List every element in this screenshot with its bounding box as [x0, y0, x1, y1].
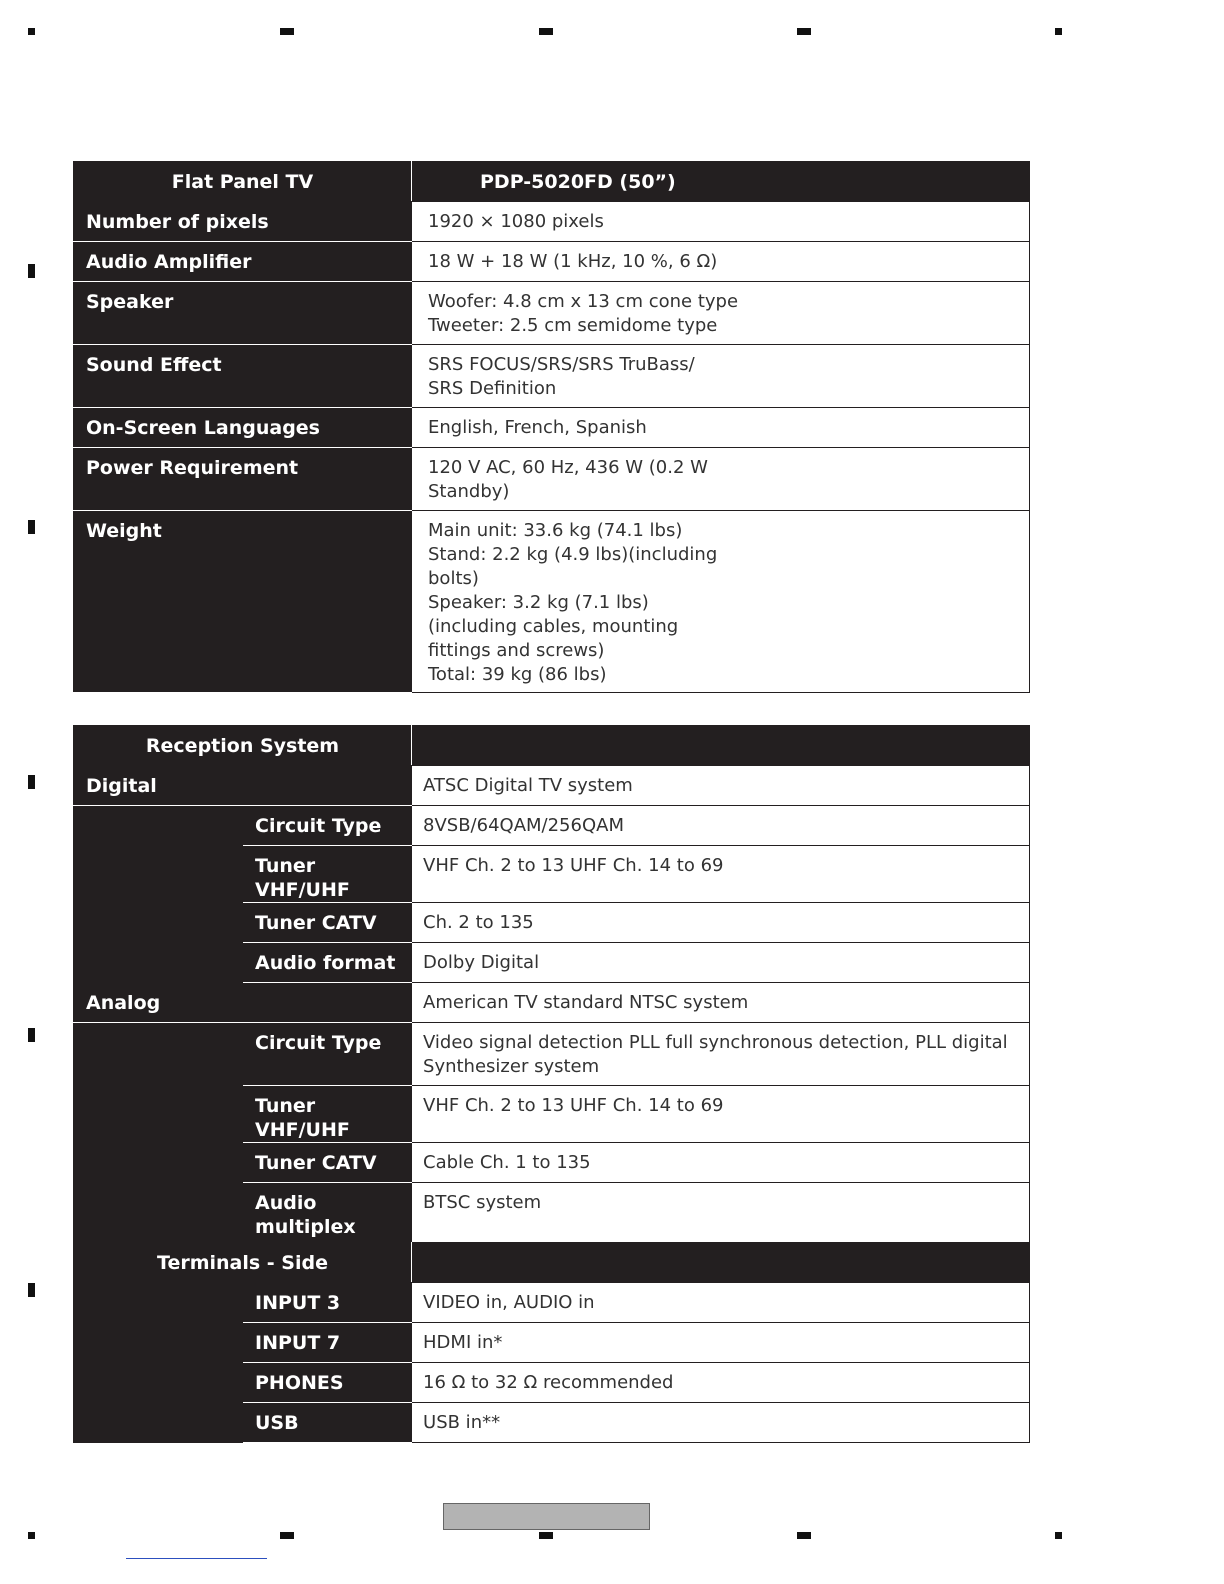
table-row [74, 1023, 1030, 1086]
header-label: Reception System [74, 726, 412, 766]
registration-mark [28, 1028, 35, 1042]
row-value: Cable Ch. 1 to 135 [412, 1143, 1030, 1183]
row-label: PHONES [243, 1363, 412, 1403]
registration-mark [1055, 1532, 1062, 1539]
row-label: Audio multiplex [243, 1183, 412, 1246]
registration-mark [797, 1532, 811, 1539]
table-row [74, 766, 1030, 806]
table-header-row [74, 726, 1030, 766]
row-label: INPUT 7 [243, 1323, 412, 1363]
row-value: 120 V AC, 60 Hz, 436 W (0.2 W Standby) [412, 448, 1030, 511]
row-label: Number of pixels [74, 202, 412, 242]
flat-panel-spec-table [73, 161, 1030, 693]
table-row [74, 806, 1030, 846]
row-value: Video signal detection PLL full synchronous detection, PLL digital Synthesizer system [412, 1023, 1030, 1086]
row-label: Speaker [74, 282, 412, 345]
table-row [74, 983, 1030, 1023]
page-number-box [443, 1503, 650, 1530]
row-value: 16 Ω to 32 Ω recommended [412, 1363, 1030, 1403]
row-value: Main unit: 33.6 kg (74.1 lbs) Stand: 2.2 kg (4.9 lbs)(including bolts) Speaker: 3.2 kg (7.1 lbs) (including cables, mounting fittings and screws) Total: 39 kg (86 lbs) [412, 511, 1030, 693]
row-label: Audio format [243, 943, 412, 983]
row-value: ATSC Digital TV system [412, 766, 1030, 806]
table-header-row [74, 1243, 1030, 1283]
header-label: Terminals - Side [74, 1243, 412, 1283]
row-value: VIDEO in, AUDIO in [412, 1283, 1030, 1323]
registration-mark [539, 28, 553, 35]
row-value: 1920 × 1080 pixels [412, 202, 1030, 242]
row-label: USB [243, 1403, 412, 1443]
row-value: BTSC system [412, 1183, 1030, 1246]
row-label: INPUT 3 [243, 1283, 412, 1323]
table-row [74, 202, 1030, 242]
row-value: Dolby Digital [412, 943, 1030, 983]
section-label-digital: Digital [74, 766, 412, 806]
row-value: HDMI in* [412, 1323, 1030, 1363]
row-value: Woofer: 4.8 cm x 13 cm cone type Tweeter: 2.5 cm semidome type [412, 282, 1030, 345]
row-label: On-Screen Languages [74, 408, 412, 448]
row-value: SRS FOCUS/SRS/SRS TruBass/ SRS Definition [412, 345, 1030, 408]
registration-mark [539, 1532, 553, 1539]
registration-mark [28, 520, 35, 534]
reception-system-table [73, 725, 1030, 1246]
blank-cell [74, 1023, 243, 1246]
registration-mark [28, 1532, 35, 1539]
registration-mark [28, 775, 35, 789]
row-label: Sound Effect [74, 345, 412, 408]
row-value: Ch. 2 to 135 [412, 903, 1030, 943]
registration-mark [797, 28, 811, 35]
table-row [74, 1283, 1030, 1323]
table-row [74, 408, 1030, 448]
table-row [74, 448, 1030, 511]
header-value-empty [412, 726, 1030, 766]
row-value: VHF Ch. 2 to 13 UHF Ch. 14 to 69 [412, 1086, 1030, 1143]
registration-mark [280, 28, 294, 35]
section-label-analog: Analog [74, 983, 412, 1023]
row-label: Audio Amplifier [74, 242, 412, 282]
row-label: Circuit Type [243, 806, 412, 846]
registration-mark [280, 1532, 294, 1539]
row-label: Tuner VHF/UHF [243, 846, 412, 903]
registration-mark [1055, 28, 1062, 35]
header-model: PDP-5020FD (50”) [412, 162, 1030, 202]
table-row [74, 511, 1030, 693]
registration-mark [28, 1283, 35, 1297]
row-value: USB in** [412, 1403, 1030, 1443]
row-value: American TV standard NTSC system [412, 983, 1030, 1023]
registration-mark [28, 264, 35, 278]
header-label: Flat Panel TV [74, 162, 412, 202]
row-value: 18 W + 18 W (1 kHz, 10 %, 6 Ω) [412, 242, 1030, 282]
row-label: Power Requirement [74, 448, 412, 511]
row-label: Weight [74, 511, 412, 693]
row-label: Tuner CATV [243, 903, 412, 943]
header-value-empty [412, 1243, 1030, 1283]
row-value: English, French, Spanish [412, 408, 1030, 448]
row-label: Circuit Type [243, 1023, 412, 1086]
blank-cell [74, 1283, 243, 1443]
row-label: Tuner VHF/UHF [243, 1086, 412, 1143]
table-header-row [74, 162, 1030, 202]
row-value: 8VSB/64QAM/256QAM [412, 806, 1030, 846]
terminals-side-table [73, 1242, 1030, 1443]
table-row [74, 345, 1030, 408]
row-label: Tuner CATV [243, 1143, 412, 1183]
row-value: VHF Ch. 2 to 13 UHF Ch. 14 to 69 [412, 846, 1030, 903]
table-row [74, 242, 1030, 282]
footer-link-underline [126, 1558, 267, 1559]
table-row [74, 282, 1030, 345]
registration-mark [28, 28, 35, 35]
blank-cell [74, 806, 243, 983]
